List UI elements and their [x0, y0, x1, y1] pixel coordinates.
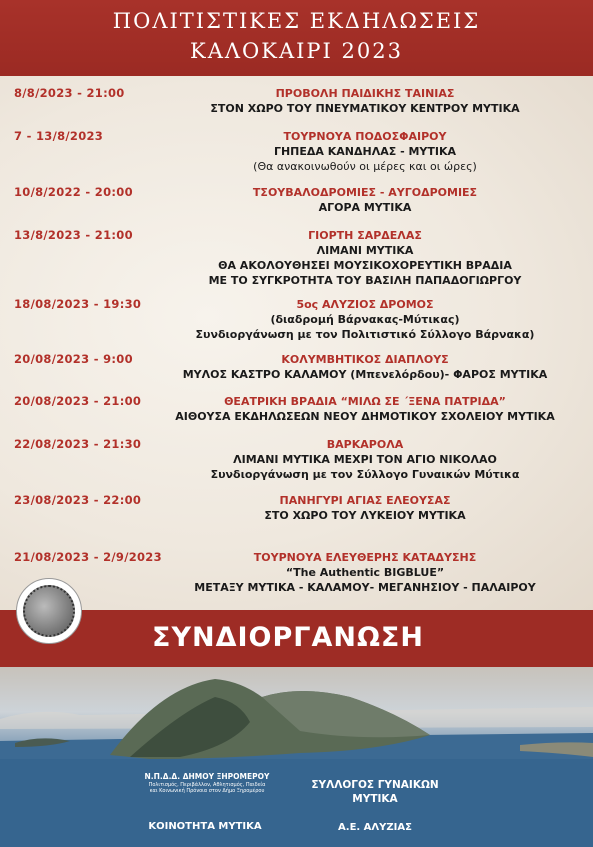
event-date: 18/08/2023 - 19:30 [14, 297, 142, 311]
event-date: 7 - 13/8/2023 [14, 129, 104, 143]
event-detail: ΛΙΜΑΝΙ ΜΥΤΙΚΑ ΜΕΧΡΙ ΤΟΝ ΑΓΙΟ ΝΙΚΟΛΑΟ [233, 453, 497, 466]
event-title: ΓΙΟΡΤΗ ΣΑΡΔΕΛΑΣ [308, 229, 422, 242]
event-title: ΘΕΑΤΡΙΚΗ ΒΡΑΔΙΑ “ΜΙΛΩ ΣΕ ΄ΞΕΝΑ ΠΑΤΡΙΔΑ” [224, 395, 506, 408]
event-title: ΠΑΝΗΓΥΡΙ ΑΓΙΑΣ ΕΛΕΟΥΣΑΣ [279, 494, 451, 507]
poster-subtitle: ΚΑΛΟΚΑΙΡΙ 2023 [190, 39, 403, 63]
event-title: ΒΑΡΚΑΡΟΛΑ [326, 438, 404, 451]
coorganization-band [0, 610, 593, 667]
org-alyzia: Α.Ε. ΑΛΥΖΙΑΣ [338, 822, 412, 833]
event-detail: ΜΕ ΤΟ ΣΥΓΚΡΟΤΗΤΑ ΤΟΥ ΒΑΣΙΛΗ ΠΑΠΑΔΟΓΙΩΡΓΟΥ [208, 274, 522, 287]
event-date: 21/08/2023 - 2/9/2023 [14, 550, 162, 564]
event-date: 10/8/2022 - 20:00 [14, 185, 133, 199]
event-title: ΤΟΥΡΝΟΥΑ ΕΛΕΥΘΕΡΗΣ ΚΑΤΑΔΥΣΗΣ [253, 551, 477, 564]
event-date: 23/08/2023 - 22:00 [14, 493, 142, 507]
event-date: 13/8/2023 - 21:00 [14, 228, 133, 242]
org-xiromero-subtitle: και Κοινωνική Πρόνοια στον Δήμο Ξηρομέρου [149, 788, 265, 794]
event-detail: “The Authentic BIGBLUE” [285, 566, 445, 579]
org-mytikas-community: ΚΟΙΝΟΤΗΤΑ ΜΥΤΙΚΑ [148, 821, 262, 832]
event-detail: ΑΓΟΡΑ ΜΥΤΙΚΑ [318, 201, 412, 214]
event-detail: ΜΥΛΟΣ ΚΑΣΤΡΟ ΚΑΛΑΜΟΥ (Μπενελόρδου)- ΦΑΡΟΣ ΜΥΤΙΚΑ [182, 368, 548, 381]
event-date: 8/8/2023 - 21:00 [14, 86, 125, 100]
event-title: 5ος ΑΛΥΖΙΟΣ ΔΡΟΜΟΣ [296, 298, 434, 311]
event-detail: (διαδρομή Βάρνακας-Μύτικας) [270, 313, 460, 326]
org-xiromero-subtitle: Πολιτισμός, Περιβάλλον, Αθλητισμός, Παιδεία [148, 782, 266, 788]
event-date: 20/08/2023 - 21:00 [14, 394, 142, 408]
org-womens-club-name: ΣΥΛΛΟΓΟΣ ΓΥΝΑΙΚΩΝ [311, 779, 439, 791]
org-womens-club-name: ΜΥΤΙΚΑ [352, 793, 398, 805]
event-detail: ΛΙΜΑΝΙ ΜΥΤΙΚΑ [316, 244, 414, 257]
event-detail: ΣΤΟΝ ΧΩΡΟ ΤΟΥ ΠΝΕΥΜΑΤΙΚΟΥ ΚΕΝΤΡΟΥ ΜΥΤΙΚΑ [210, 102, 520, 115]
event-detail: (Θα ανακοινωθούν οι μέρες και οι ώρες) [253, 160, 477, 173]
event-detail: ΣΤΟ ΧΩΡΟ ΤΟΥ ΛΥΚΕΙΟΥ ΜΥΤΙΚΑ [264, 509, 466, 522]
event-title: ΠΡΟΒΟΛΗ ΠΑΙΔΙΚΗΣ ΤΑΙΝΙΑΣ [275, 87, 455, 100]
poster-header [0, 0, 593, 76]
island-landscape-image [0, 667, 593, 847]
event-detail: Συνδιοργάνωση με τον Σύλλογο Γυναικών Μύτικα [210, 468, 520, 481]
event-detail: ΜΕΤΑΞΥ ΜΥΤΙΚΑ - ΚΑΛΑΜΟΥ- ΜΕΓΑΝΗΣΙΟΥ - ΠΑΛΑΙΡΟΥ [194, 581, 536, 594]
event-detail: ΘΑ ΑΚΟΛΟΥΘΗΣΕΙ ΜΟΥΣΙΚΟΧΟΡΕΥΤΙΚΗ ΒΡΑΔΙΑ [218, 259, 512, 272]
event-title: ΤΣΟΥΒΑΛΟΔΡΟΜΙΕΣ - ΑΥΓΟΔΡΟΜΙΕΣ [252, 186, 478, 199]
event-title: ΚΟΛΥΜΒΗΤΙΚΟΣ ΔΙΑΠΛΟΥΣ [281, 353, 449, 366]
event-detail: ΓΗΠΕΔΑ ΚΑΝΔΗΛΑΣ - ΜΥΤΙΚΑ [273, 145, 457, 158]
poster-title: ΠΟΛΙΤΙΣΤΙΚΕΣ ΕΚΔΗΛΩΣΕΙΣ [112, 9, 481, 33]
event-detail: ΑΙΘΟΥΣΑ ΕΚΔΗΛΩΣΕΩΝ ΝΕΟΥ ΔΗΜΟΤΙΚΟΥ ΣΧΟΛΕΙΟΥ ΜΥΤΙΚΑ [175, 410, 555, 423]
org-xiromero-name: Ν.Π.Δ.Δ. ΔΗΜΟΥ ΞΗΡΟΜΕΡΟΥ [144, 772, 270, 781]
event-date: 20/08/2023 - 9:00 [14, 352, 133, 366]
ancient-coin-logo [16, 578, 82, 644]
event-date: 22/08/2023 - 21:30 [14, 437, 142, 451]
event-title: ΤΟΥΡΝΟΥΑ ΠΟΔΟΣΦΑΙΡΟΥ [283, 130, 447, 143]
event-detail: Συνδιοργάνωση με τον Πολιτιστικό Σύλλογο Βάρνακα) [195, 328, 535, 341]
coorganization-label: ΣΥΝΔΙΟΡΓΑΝΩΣΗ [152, 622, 424, 653]
